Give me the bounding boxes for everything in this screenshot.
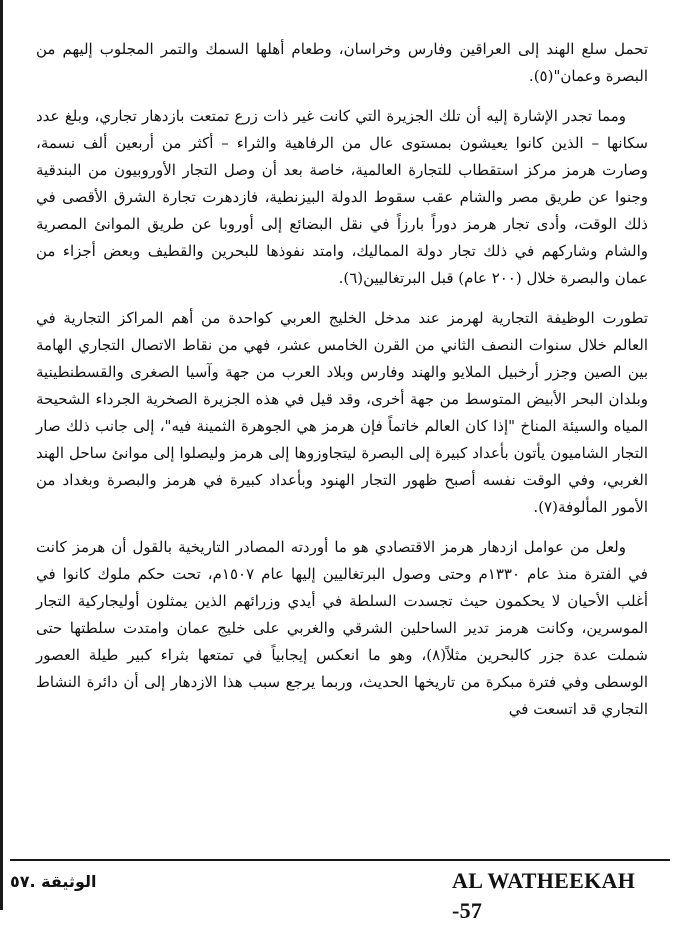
- footer-journal-english: AL WATHEEKAH -57: [452, 868, 636, 923]
- page-edge-border: [0, 0, 3, 910]
- footer-journal-arabic: الوثيقة .٥٧: [10, 872, 97, 891]
- paragraph-1: تحمل سلع الهند إلى العراقين وفارس وخراسان، وطعام أهلها السمك والتمر المجلوب إليهم من البصرة وعمان"(٥).: [36, 40, 648, 85]
- paragraph-3: تطورت الوظيفة التجارية لهرمز عند مدخل الخليج العربي كواحدة من أهم المراكز التجارية في العالم خلال سنوات النصف الثاني من القرن الخامس عشر، فهي من نقاط الاتصال التجاري الهامة بين الصين وجزر أرخبيل الملايو والهند وفارس وبلاد العرب من جهة وآسيا الصغرى والقسطنطينية وبلدان البحر الأبيض المتوسط من جهة أخرى، وقد قيل في هذه الجزيرة الصخرية الجرداء الشحيحة المياه والسيئة المناخ "إذا كان العالم خاتماً فإن هرمز هي الجوهرة الثمينة فيه"، إلى جانب ذلك صار التجار الشاميون يأتون بأعداد كبيرة إلى البصرة ليتجاوزوها إلى هرمز وليصلوا إلى موانئ ساحل الهند الغربي، وفي الوقت نفسه أصبح ظهور التجار الهنود وبأعداد كبيرة في هرمز والبصرة وبغداد من الأمور المألوفة(٧).: [36, 309, 648, 516]
- paragraph-2: ومما تجدر الإشارة إليه أن تلك الجزيرة التي كانت غير ذات زرع تمتعت بازدهار تجاري، وبلغ عدد سكانها – الذين كانوا يعيشون بمستوى عال من الرفاهية والثراء – أكثر من أربعين ألف نسمة، وصارت هرمز مركز استقطاب للتجارة العالمية، خاصة بعد أن وصل التجار الأوروبيون من البندقية وجنوا عن طريق مصر والشام عقب سقوط الدولة البيزنطية، فازدهرت تجارة الشرق الأقصى في ذلك الوقت، وأدى تجار هرمز دوراً بارزاً في نقل البضائع إلى أوروبا عن طريق الموانئ المصرية والشام وشاركهم في ذلك تجار دولة المماليك، وامتد نفوذها للبحرين والقطيف وبعض أجزاء من عمان والبصرة خلال (٢٠٠ عام) قبل البرتغاليين(٦).: [36, 107, 648, 287]
- paragraph-4: ولعل من عوامل ازدهار هرمز الاقتصادي هو ما أوردته المصادر التاريخية بالقول أن هرمز كانت في الفترة منذ عام ١٣٣٠م وحتى وصول البرتغاليين إليها عام ١٥٠٧م، تحت حكم ملوك كانوا في أغلب الأحيان لا يحكمون حيث تجسدت السلطة في أيدي وزرائهم الذين يمثلون أوليجاركية التجار الموسرين، وكانت هرمز تدير الساحلين الشرقي والغربي على خليج عمان وامتدت سلطتها حتى شملت عدة جزر كالبحرين مثلاً(٨)، وهو ما انعكس إيجابياً في تمتعها بثراء كبير طيلة العصور الوسطى وفي فترة مبكرة من تاريخها الحديث، وربما يرجع سبب هذا الازدهار إلى أن دائرة النشاط التجاري قد اتسعت في: [36, 538, 648, 718]
- article-body: [36, 36, 648, 851]
- footer-divider: [10, 859, 670, 861]
